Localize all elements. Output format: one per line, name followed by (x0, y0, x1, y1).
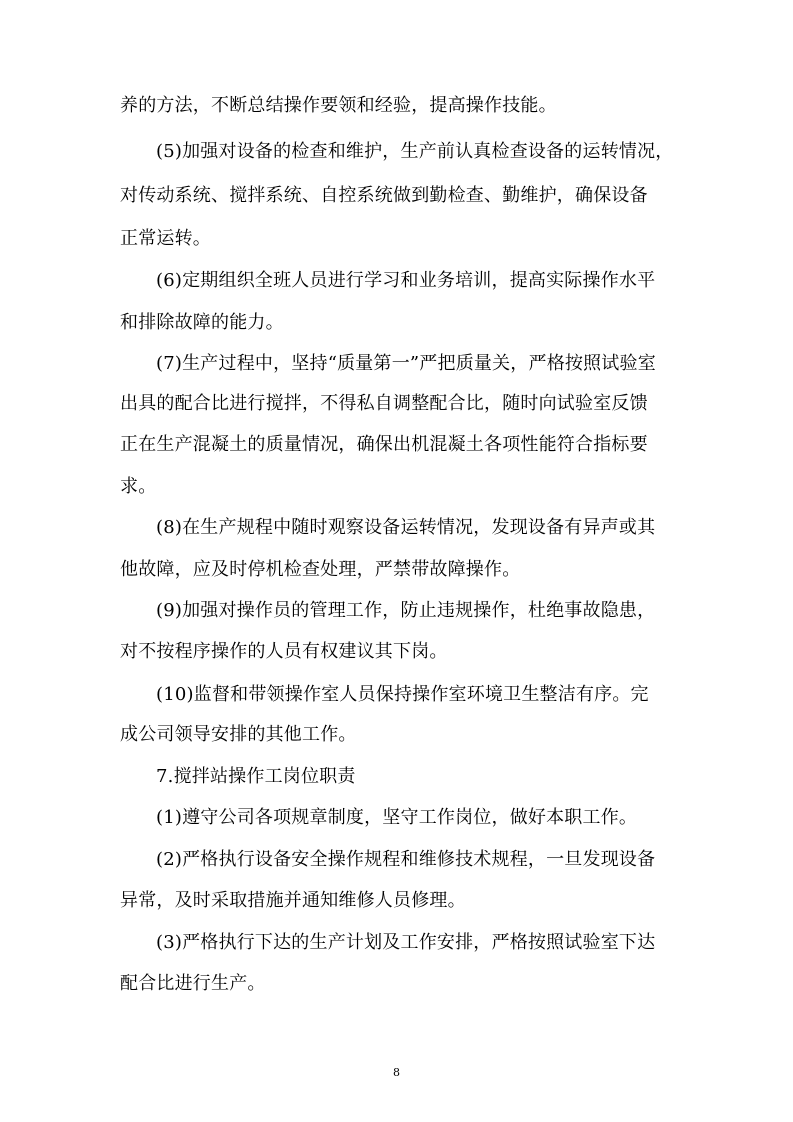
text-line: (10)监督和带领操作室人员保持操作室环境卫生整洁有序。完 (156, 684, 649, 705)
text-line: 求。 (120, 476, 157, 497)
text-line: 出具的配合比进行搅拌，不得私自调整配合比，随时向试验室反馈 (120, 393, 648, 414)
text-line: 养的方法，不断总结操作要领和经验，提高操作技能。 (120, 95, 557, 116)
text-line: 成公司领导安排的其他工作。 (120, 724, 357, 745)
page-number: 8 (393, 1066, 400, 1079)
text-line: 和排除故障的能力。 (120, 312, 284, 333)
section-heading: 7.搅拌站操作工岗位职责 (156, 766, 356, 787)
text-line: (9)加强对操作员的管理工作，防止违规操作，杜绝事故隐患， (156, 600, 656, 621)
text-line: 异常，及时采取措施并通知维修人员修理。 (120, 890, 466, 911)
text-line: 对不按程序操作的人员有权建议其下岗。 (120, 641, 448, 662)
text-line: 正常运转。 (120, 228, 211, 249)
text-line: (6)定期组织全班人员进行学习和业务培训，提高实际操作水平 (156, 270, 656, 291)
text-line: (8)在生产规程中随时观察设备运转情况，发现设备有异声或其 (156, 517, 656, 538)
text-line: 对传动系统、搅拌系统、自控系统做到勤检查、勤维护，确保设备 (120, 185, 648, 206)
text-line: (5)加强对设备的检查和维护，生产前认真检查设备的运转情况， (156, 141, 674, 162)
text-line: 配合比进行生产。 (120, 973, 266, 994)
text-line: (3)严格执行下达的生产计划及工作安排，严格按照试验室下达 (156, 932, 656, 953)
text-line: 正在生产混凝土的质量情况，确保出机混凝土各项性能符合指标要 (120, 434, 648, 455)
text-line: (1)遵守公司各项规章制度，坚守工作岗位，做好本职工作。 (156, 807, 638, 828)
text-line: (7)生产过程中，坚持“质量第一”严把质量关，严格按照试验室 (156, 353, 656, 374)
text-line: (2)严格执行设备安全操作规程和维修技术规程，一旦发现设备 (156, 849, 656, 870)
text-line: 他故障，应及时停机检查处理，严禁带故障操作。 (120, 559, 521, 580)
